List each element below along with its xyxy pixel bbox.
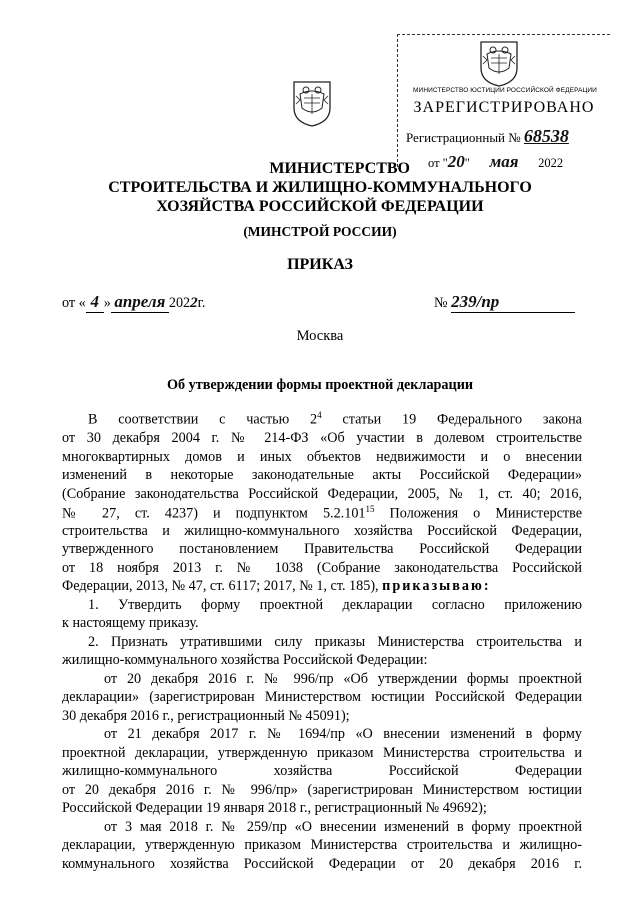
coat-of-arms-icon — [292, 78, 332, 128]
stamp-date-prefix: от " — [428, 156, 448, 170]
body-line: от 18 ноября 2013 г. № 1038 (Собрание законодательства Российской — [62, 560, 582, 576]
body-line: В соответствии с частью $2^4$ статьи 19 Федерального закона — [88, 410, 582, 428]
stamp-ministry: МИНИСТЕРСТВО ЮСТИЦИИ РОССИЙСКОЙ ФЕДЕРАЦИИ — [413, 87, 597, 94]
sub-1-line: декларации» (зарегистрирован Министерством юстиции Российской Федерации — [62, 689, 582, 705]
order-date-quote: » — [103, 295, 111, 311]
document-title: Об утверждении формы проектной декларации — [166, 377, 474, 393]
stamp-date-line — [428, 152, 563, 172]
item-1-line: к настоящему приказу. — [62, 615, 199, 631]
order-date-month: апреля — [111, 292, 169, 313]
order-date-year-hand: 2 — [190, 295, 198, 311]
body-line: от 30 декабря 2004 г. № 214-ФЗ «Об участии в долевом строительстве — [62, 430, 582, 446]
registration-stamp — [397, 34, 610, 171]
body-line: Федерации, 2013, № 47, ст. 6117; 2017, № 1, ст. 185), приказываю: — [62, 578, 491, 594]
order-number-value: 239/пр — [451, 292, 575, 313]
order-date — [62, 292, 205, 313]
stamp-reg-number: 68538 — [523, 126, 569, 146]
order-date-suffix: г. — [197, 295, 206, 311]
sub-3-line: коммунального хозяйства Российской Федерации от 20 декабря 2016 г. — [62, 856, 582, 872]
ministry-line-2: СТРОИТЕЛЬСТВА И ЖИЛИЩНО-КОММУНАЛЬНОГО — [108, 179, 532, 196]
item-2-line: 2. Признать утратившими силу приказы Министерства строительства и — [88, 634, 582, 650]
stamp-reg-number-line — [406, 126, 569, 147]
order-date-prefix: от « — [62, 295, 86, 311]
sub-1-line: от 20 декабря 2016 г. № 996/пр «Об утверждении формы проектной — [104, 671, 582, 687]
sub-3-line: декларации, утвержденную приказом Министерства строительства и жилищно- — [62, 837, 582, 853]
body-line: изменений в некоторые законодательные акты Российской Федерации» — [62, 467, 582, 483]
stamp-reg-label: Регистрационный № — [406, 130, 521, 145]
item-2-line: жилищно-коммунального хозяйства Российской Федерации: — [62, 652, 428, 668]
order-number — [434, 292, 575, 313]
stamp-date-month: мая — [489, 152, 519, 171]
stamp-date-quote: " — [464, 156, 470, 170]
stamp-registered: ЗАРЕГИСТРИРОВАНО — [413, 99, 595, 116]
body-line: утвержденного постановлением Правительства Российской Федерации — [62, 541, 582, 557]
stamp-date-day: 20 — [447, 152, 465, 171]
body-line: многоквартирных домов и иных объектов недвижимости и о внесении — [62, 449, 582, 465]
sub-2-line: жилищно-коммунального хозяйства Российской Федерации — [62, 763, 582, 779]
city: Москва — [296, 328, 344, 344]
ministry-line-3: ХОЗЯЙСТВА РОССИЙСКОЙ ФЕДЕРАЦИИ — [156, 198, 484, 215]
sub-1-line: 30 декабря 2016 г., регистрационный № 45091); — [62, 708, 350, 724]
sub-3-line: от 3 мая 2018 г. № 259/пр «О внесении изменений в форму проектной — [104, 819, 582, 835]
body-line: № 27, ст. 4237) и подпунктом 5.2.101$^{15}$ Положения о Министерстве — [62, 504, 583, 522]
document-type: ПРИКАЗ — [287, 256, 353, 273]
order-number-label: № — [434, 295, 448, 311]
body-line: строительства и жилищно-коммунального хозяйства Российской Федерации, — [62, 523, 582, 539]
stamp-date-year: 2022 — [538, 156, 564, 170]
sub-2-line: Российской Федерации 19 января 2018 г., регистрационный № 49692); — [62, 800, 487, 816]
ministry-line-1: МИНИСТЕРСТВО — [269, 160, 410, 177]
sub-2-line: проектной декларации, утвержденную приказом Министерства строительства и — [62, 745, 582, 761]
order-keyword: приказываю: — [382, 578, 491, 594]
ministry-short-name: (МИНСТРОЙ РОССИИ) — [243, 224, 397, 239]
sub-2-line: от 21 декабря 2017 г. № 1694/пр «О внесении изменений в форму — [104, 726, 582, 742]
order-date-day: 4 — [86, 292, 104, 313]
sub-2-line: от 20 декабря 2016 г. № 996/пр» (зарегистрирован Министерством юстиции — [62, 782, 582, 798]
item-1-line: 1. Утвердить форму проектной декларации согласно приложению — [88, 597, 582, 613]
body-line: (Собрание законодательства Российской Федерации, 2005, № 1, ст. 40; 2016, — [62, 486, 582, 502]
order-date-year: 202 — [168, 295, 191, 311]
